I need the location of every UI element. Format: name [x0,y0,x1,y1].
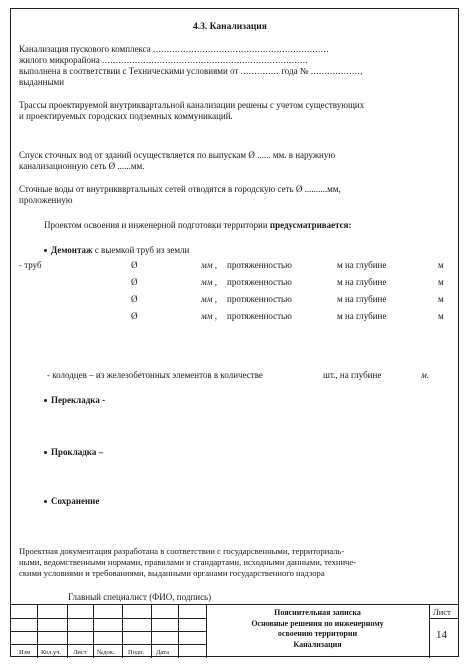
intro-line-3-label: выполнена в соответствии с Техническими условиями от [19,66,239,76]
kolodtsy-text: - колодцев – из железобетонных элементов в количестве [47,370,263,380]
pipe-row-4-m: м [438,311,444,321]
pipe-row-1-unit: мм , [201,260,217,270]
demontazh-text: с выемкой труб из земли [92,245,190,255]
demontazh-bold: Демонтаж [51,245,93,255]
bullet-icon [44,249,47,252]
signature-line: Главный специалист (ФИО, подпись) [68,592,212,602]
sokhranenie-label: Сохранение [51,496,100,506]
stochnye-line-1: Сточные воды от внутрикввртальных сетей отводятся в городскую сеть Ø ..........мм, [19,184,341,194]
demontazh-line [44,245,189,256]
intro-line-1 [19,44,329,55]
intro-line-3-dots-2: .................. [310,66,361,76]
section-title: 4.3. Канализация [193,22,267,32]
intro-line-1-label: Канализация пускового комплекса [19,44,151,54]
bullet-icon [44,451,47,454]
pipe-row-1-length: протяженностью [227,260,292,270]
intro-line-2-dots: ........................................................................... [102,55,309,65]
spusk-line-1: Спуск сточных вод от зданий осуществляется по выпускам Ø ...... мм. в наружную [19,150,336,160]
stamp-title-line-4: Канализация [293,639,342,649]
stamp-sheet-label: Лист [433,607,451,617]
pipe-row-2-diameter: Ø [131,277,138,287]
pipe-row-4-diameter: Ø [131,311,138,321]
kolodtsy-m: м. [421,370,429,380]
trassy-line-1: Трассы проектируемой внутриквартальной канализации решены с учетом существующих [19,100,365,110]
bullet-icon [44,399,47,402]
stamp-title-line-3: освоению территории [277,629,358,638]
intro-line-2-label: жилого микрорайона [19,55,100,65]
intro-line-2 [19,55,308,66]
sokhranenie-line [44,496,99,507]
stamp-col-data: Дата [156,649,169,656]
trassy-line-2: и проектируемых городских подземных коммуникаций. [19,111,233,121]
perekladka-line [44,395,105,406]
pipe-row-1-diameter: Ø [131,260,138,270]
pipe-row-3-diameter: Ø [131,294,138,304]
bullet-icon [44,500,47,503]
spusk-line-2: канализационную сеть Ø ......мм. [19,161,145,171]
pipe-row-3-m: м [438,294,444,304]
stamp-title-line-1: Пояснительная записка [274,608,361,617]
osvoenie-bold: предусматривается: [269,220,352,230]
pipe-row-4-length: протяженностью [227,311,292,321]
prokladka-label: Прокладка – [51,447,104,457]
pipe-row-4-unit: мм , [201,311,217,321]
kolodtsy-count-unit: шт., на глубине [323,370,382,380]
pipe-row-1-depth: м на глубине [337,260,387,270]
pipe-row-2-m: м [438,277,444,287]
osvoenie-line [44,220,352,231]
stochnye-line-2: проложенную [19,195,73,205]
stamp-col-kol-uch: Кол.уч. [41,649,62,656]
pipe-row-4-depth: м на глубине [337,311,387,321]
stamp-col-ndok: №док. [97,649,115,656]
prokladka-line [44,447,103,458]
intro-line-3-dots-1: .............. [240,66,280,76]
pipe-row-3-depth: м на глубине [337,294,387,304]
intro-line-3-year: года № [281,66,309,76]
stamp-sheet-number: 14 [436,629,447,641]
stamp-title [206,608,429,650]
pipe-row-2-unit: мм , [201,277,217,287]
stamp-title-line-2: Основные решения по инженерному [251,618,384,628]
pipe-row-1-m: м [438,260,444,270]
conclusion-line-2: ными, ведомственными нормами, правилами и стандартами, исходными данными, техниче- [19,557,357,567]
intro-line-3-end: , [360,66,363,76]
pipe-row-3-unit: мм , [201,294,217,304]
osvoenie-text: Проектом освоения и инженерной подготовки территории [44,220,270,230]
pipes-label: - труб [19,260,42,270]
intro-line-3 [19,66,362,77]
conclusion-line-1: Проектная документация разработана в соответствии с государсвенными, территориаль- [19,546,345,556]
stamp-col-izm: Изм [19,649,31,656]
intro-line-4: выданными [19,77,65,87]
pipe-row-2-length: протяженностью [227,277,292,287]
conclusion-line-3: скими условиями и требованиями, выданными органами государственного надзора [19,568,325,578]
title-block [11,604,458,657]
pipe-row-3-length: протяженностью [227,294,292,304]
document-page [10,8,459,657]
stamp-col-podp: Подп. [128,649,145,656]
pipe-row-2-depth: м на глубине [337,277,387,287]
intro-line-1-dots: ................................................................ [153,44,330,54]
stamp-col-list: Лист [73,649,87,656]
perekladka-label: Перекладка - [51,395,106,405]
